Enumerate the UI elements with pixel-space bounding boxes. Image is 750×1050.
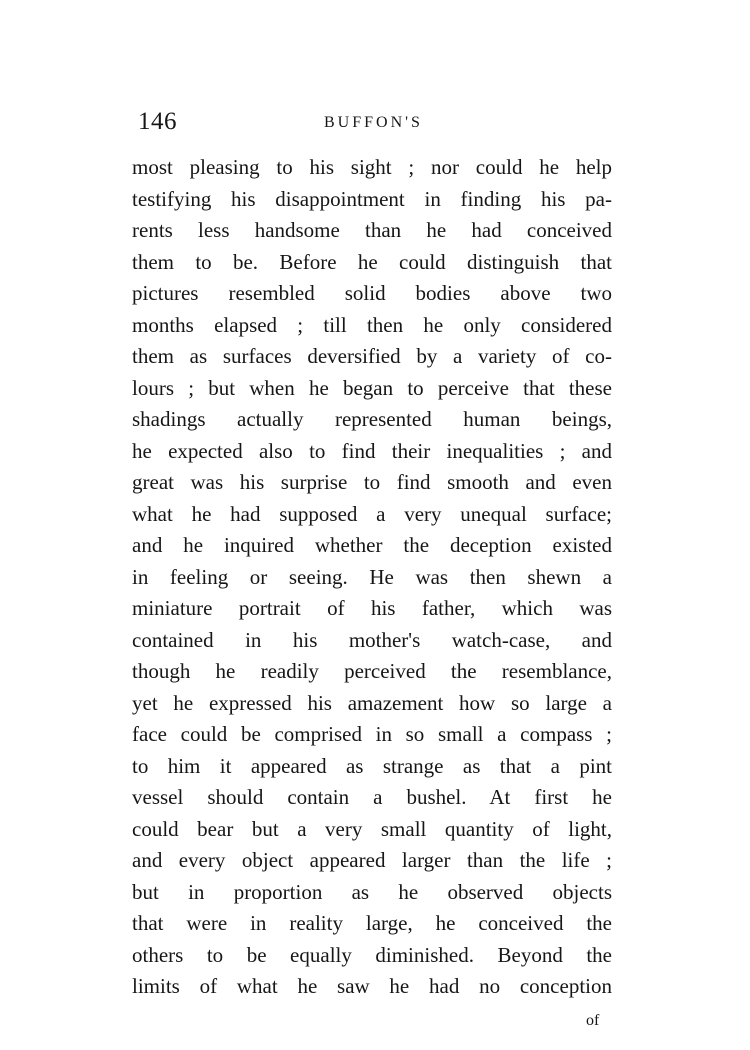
text-line: most pleasing to his sight ; nor could he help — [132, 155, 612, 179]
text-line: contained in his mother's watch-case, and — [132, 627, 612, 652]
text-line: and every object appeared larger than the life ; — [132, 848, 612, 872]
text-line: testifying his disappointment in finding his pa- — [132, 186, 612, 211]
text-line: to him it appeared as strange as that a pint — [132, 753, 612, 778]
text-line: vessel should contain a bushel. At first he — [132, 785, 612, 809]
text-line: pictures resembled solid bodies above two — [132, 281, 612, 305]
page-number: 146 — [138, 108, 177, 135]
text-line: face could be comprised in so small a compass ; — [132, 722, 612, 746]
text-line: though he readily perceived the resemblance, — [132, 659, 612, 683]
text-line: could bear but a very small quantity of light, — [132, 816, 612, 841]
text-line: months elapsed ; till then he only considered — [132, 312, 612, 337]
page-header — [134, 108, 614, 142]
text-line: rents less handsome than he had conceived — [132, 218, 612, 242]
text-line: shadings actually represented human beings, — [132, 407, 612, 431]
text-line: them as surfaces deversified by a variety of co- — [132, 344, 612, 368]
body-text — [132, 152, 612, 1003]
text-line: and he inquired whether the deception existed — [132, 533, 612, 557]
text-line: he expected also to find their inequalities ; and — [132, 438, 612, 463]
running-head: BUFFON'S — [324, 114, 423, 131]
text-line: limits of what he saw he had no conception — [132, 974, 612, 998]
text-line: lours ; but when he began to perceive that these — [132, 375, 612, 400]
text-line: what he had supposed a very unequal surface; — [132, 501, 612, 526]
text-line: yet he expressed his amazement how so large a — [132, 690, 612, 715]
text-line: that were in reality large, he conceived the — [132, 911, 612, 935]
text-line: in feeling or seeing. He was then shewn a — [132, 564, 612, 589]
text-line: them to be. Before he could distinguish that — [132, 249, 612, 274]
text-line: miniature portrait of his father, which was — [132, 596, 612, 620]
text-line: great was his surprise to find smooth and even — [132, 470, 612, 494]
catchword: of — [586, 1012, 600, 1029]
text-line: but in proportion as he observed objects — [132, 879, 612, 904]
text-line: others to be equally diminished. Beyond the — [132, 942, 612, 967]
